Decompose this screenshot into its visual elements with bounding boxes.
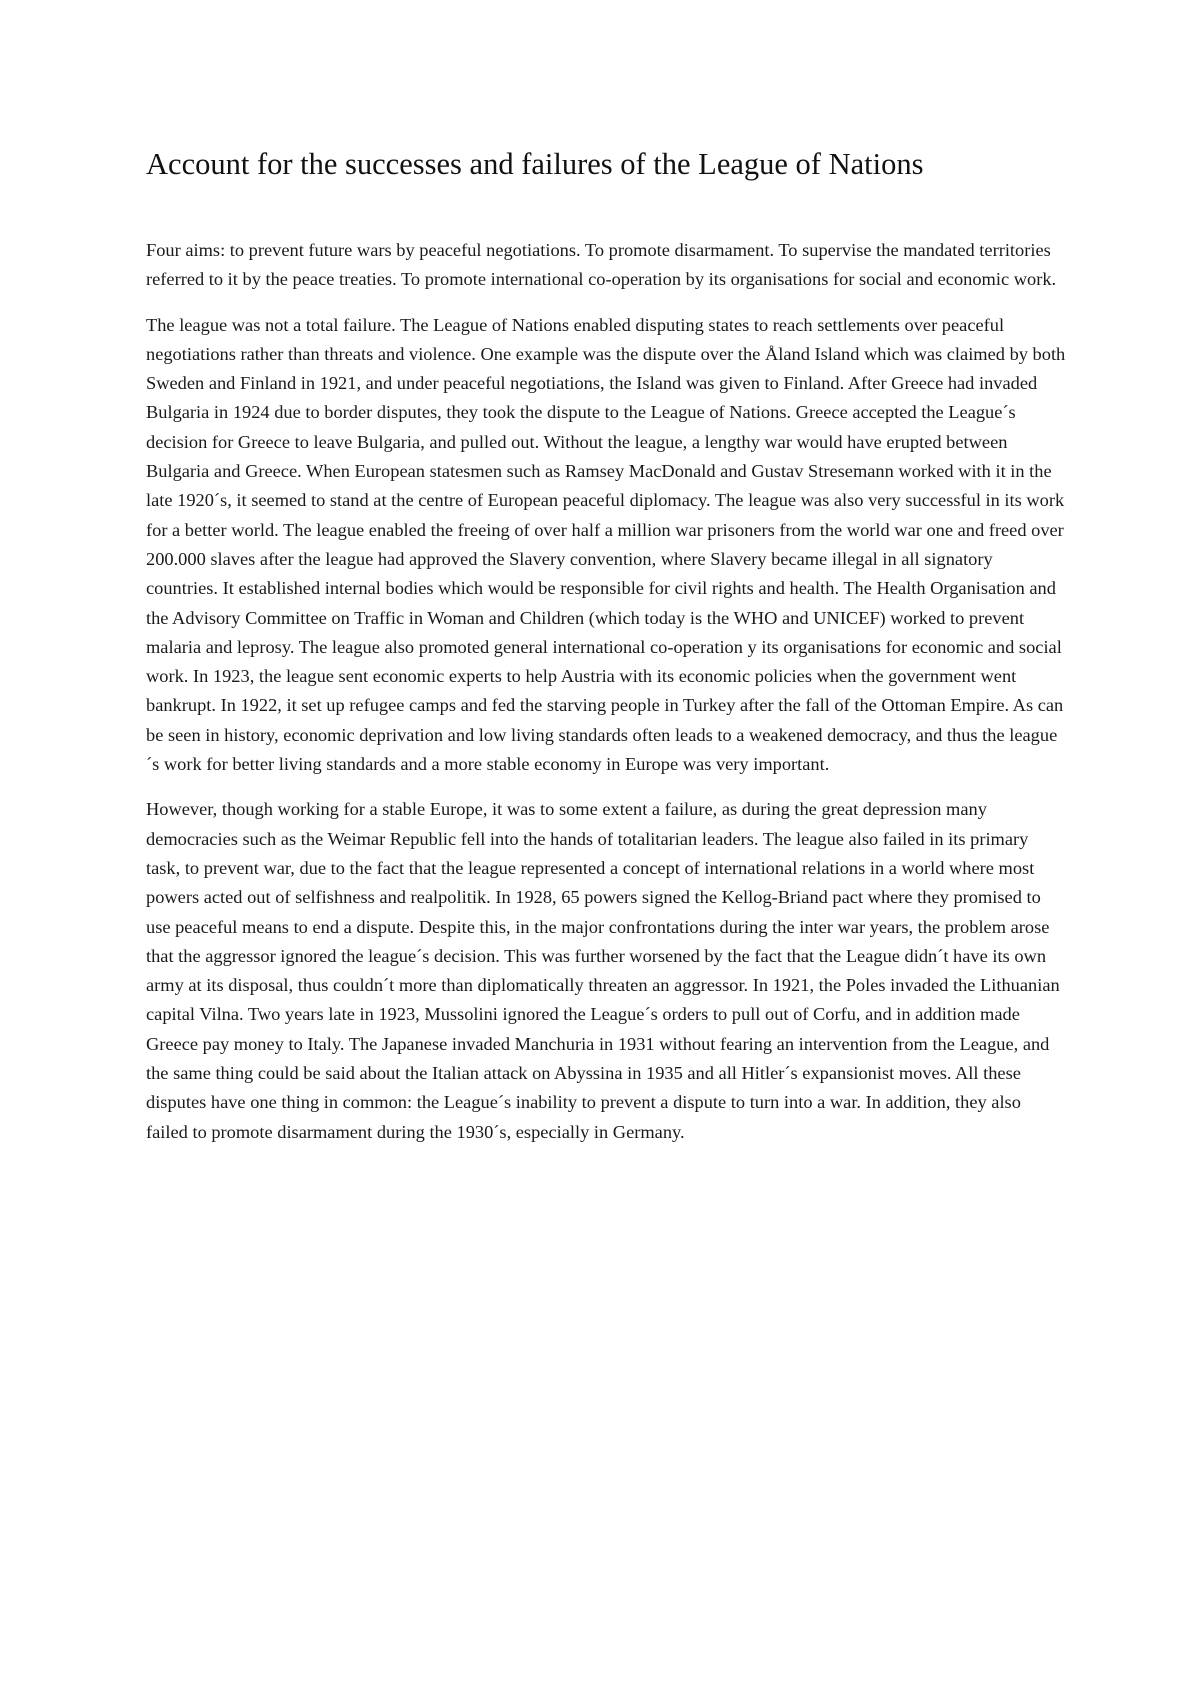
paragraph-aims: Four aims: to prevent future wars by peaceful negotiations. To promote disarmament. To supervise the mandated territories referred to it by the peace treaties. To promote international co-operation by its organisations for social and economic work. bbox=[146, 240, 1057, 290]
document-title: Account for the successes and failures of the League of Nations bbox=[146, 147, 924, 181]
paragraph-successes: The league was not a total failure. The League of Nations enabled disputing states to reach settlements over peaceful negotiations rather than threats and violence. One example was the dispute over the Åland Island which was claimed by both Sweden and Finland in 1921, and under peaceful negotiations, the Island was given to Finland. After Greece had invaded Bulgaria in 1924 due to border disputes, they took the dispute to the League of Nations. Greece accepted the League´s decision for Greece to leave Bulgaria, and pulled out. Without the league, a lengthy war would have erupted between Bulgaria and Greece. When European statesmen such as Ramsey MacDonald and Gustav Stresemann worked with it in the late 1920´s, it seemed to stand at the centre of European peaceful diplomacy. The league was also very successful in its work for a better world. The league enabled the freeing of over half a million war prisoners from the world war one and freed over 200.000 slaves after the league had approved the Slavery convention, where Slavery became illegal in all signatory countries. It established internal bodies which would be responsible for civil rights and health. The Health Organisation and the Advisory Committee on Traffic in Woman and Children (which today is the WHO and UNICEF) worked to prevent malaria and leprosy. The league also promoted general international co-operation y its organisations for economic and social work. In 1923, the league sent economic experts to help Austria with its economic policies when the government went bankrupt. In 1922, it set up refugee camps and fed the starving people in Turkey after the fall of the Ottoman Empire. As can be seen in history, economic deprivation and low living standards often leads to a weakened democracy, and thus the league´s work for better living standards and a more stable economy in Europe was very important. bbox=[146, 314, 1066, 775]
paragraph-failures: However, though working for a stable Europe, it was to some extent a failure, as during the great depression many democracies such as the Weimar Republic fell into the hands of totalitarian leaders. The league also failed in its primary task, to prevent war, due to the fact that the league represented a concept of international relations in a world where most powers acted out of selfishness and realpolitik. In 1928, 65 powers signed the Kellog-Briand pact where they promised to use peaceful means to end a dispute. Despite this, in the major confrontations during the inter war years, the problem arose that the aggressor ignored the league´s decision. This was further worsened by the fact that the League didn´t have its own army at its disposal, thus couldn´t more than diplomatically threaten an aggressor. In 1921, the Poles invaded the Lithuanian capital Vilna. Two years late in 1923, Mussolini ignored the League´s orders to pull out of Corfu, and in addition made Greece pay money to Italy. The Japanese invaded Manchuria in 1931 without fearing an intervention from the League, and the same thing could be said about the Italian attack on Abyssina in 1935 and all Hitler´s expansionist moves. All these disputes have one thing in common: the League´s inability to prevent a dispute to turn into a war. In addition, they also failed to promote disarmament during the 1930´s, especially in Germany. bbox=[146, 799, 1060, 1142]
document-content bbox=[146, 140, 1066, 1163]
document-body bbox=[146, 236, 1066, 1147]
